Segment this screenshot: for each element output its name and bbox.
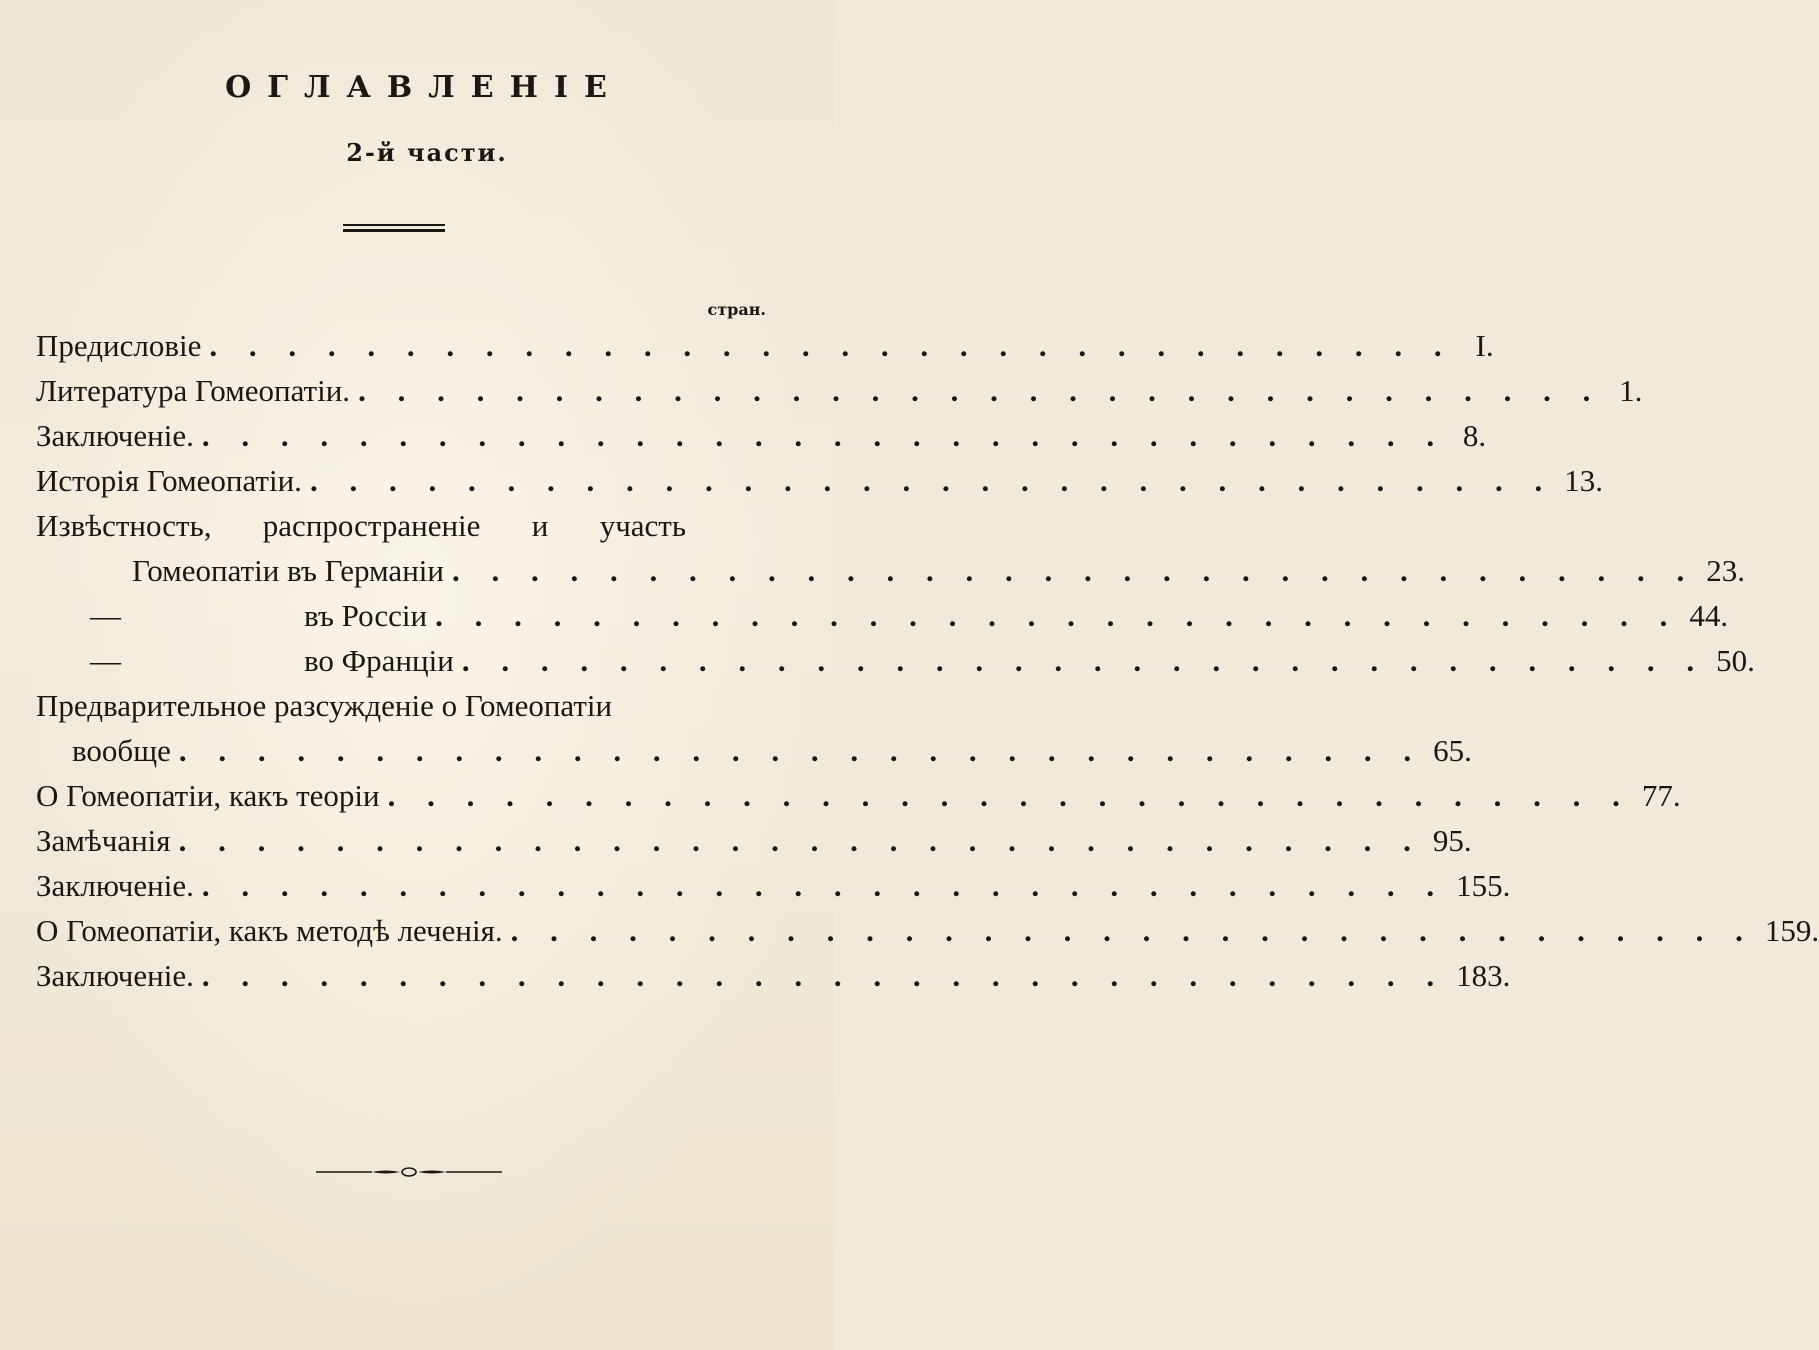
table-of-contents [36, 328, 1819, 1003]
dot-leader: . . . . . . . . . . . . . . . . . . . . . . . . . . . . . . . . [178, 823, 1423, 858]
toc-entry [36, 688, 766, 733]
dot-leader: . . . . . . . . . . . . . . . . . . . . . . . . . . . . . . . . [309, 463, 1555, 498]
toc-entry-page: 77. [1641, 778, 1681, 813]
page-subtitle: 2-й части. [346, 138, 508, 167]
dot-leader: . . . . . . . . . . . . . . . . . . . . . . . . . . . . . . . . [178, 733, 1424, 768]
toc-entry-title: О Гомеопатіи, какъ теоріи [36, 778, 380, 813]
toc-entry-page: 183. [1456, 958, 1511, 993]
toc-entry-title [36, 508, 686, 544]
toc-entry-title: во Франціи [304, 643, 454, 678]
toc-entry [36, 328, 1494, 373]
page-title: ОГЛАВЛЕНІЕ [225, 70, 623, 105]
toc-entry-page: 65. [1433, 733, 1472, 768]
toc-entry [36, 643, 1755, 688]
ditto-dash: — [90, 598, 121, 633]
toc-entry-title: Исторія Гомеопатіи. [36, 463, 302, 498]
toc-entry-page: 159. [1764, 913, 1819, 948]
toc-entry [36, 373, 1643, 418]
toc-entry-page: I. [1475, 328, 1494, 363]
toc-entry [36, 913, 1819, 958]
toc-entry-title: Предварительное разсужденіе о Гомеопатіи [36, 688, 613, 723]
toc-entry [36, 733, 1472, 778]
dot-leader: . . . . . . . . . . . . . . . . . . . . . . . . . . . . . . . . [201, 868, 1447, 903]
toc-entry-title: вообще [72, 733, 171, 768]
dot-leader: . . . . . . . . . . . . . . . . . . . . . . . . . . . . . . . . [358, 373, 1603, 408]
title-double-rule [343, 224, 445, 234]
toc-entry [36, 868, 1511, 913]
toc-entry-title: Гомеопатіи въ Германіи [132, 553, 444, 588]
toc-entry-title: въ Россіи [304, 598, 428, 633]
toc-entry-page: 44. [1689, 598, 1729, 633]
toc-entry [36, 823, 1472, 868]
toc-entry [36, 508, 766, 553]
toc-entry-title: Литература Гомеопатіи. [36, 373, 351, 408]
page-column-header: стран. [707, 300, 766, 319]
dot-leader: . . . . . . . . . . . . . . . . . . . . . . . . . . . . . . . . [201, 418, 1447, 453]
toc-word: Извѣстность, [36, 508, 212, 543]
dot-leader: . . . . . . . . . . . . . . . . . . . . . . . . . . . . . . . . [209, 328, 1454, 363]
toc-entry-title: О Гомеопатіи, какъ методѣ леченія. [36, 913, 503, 948]
toc-word: и [531, 508, 549, 543]
ornament-divider [316, 1164, 502, 1180]
toc-entry-title: Заключеніе. [36, 958, 194, 993]
toc-entry [36, 598, 1729, 643]
dot-leader: . . . . . . . . . . . . . . . . . . . . . . . . . . . . . . . . [201, 958, 1447, 993]
dot-leader: . . . . . . . . . . . . . . . . . . . . . . . . . . . . . . . . [451, 553, 1697, 588]
toc-word: распространеніе [262, 508, 481, 543]
toc-word: участь [599, 508, 686, 543]
dot-leader: . . . . . . . . . . . . . . . . . . . . . . . . . . . . . . . . [435, 598, 1680, 633]
toc-entry [36, 463, 1603, 508]
dot-leader: . . . . . . . . . . . . . . . . . . . . . . . . . . . . . . . . [510, 913, 1755, 948]
ditto-dash: — [90, 643, 121, 678]
toc-entry-page: 50. [1716, 643, 1755, 678]
toc-entry-title: Замѣчанія [36, 823, 171, 858]
toc-entry-title: Заключеніе. [36, 868, 194, 903]
dot-leader: . . . . . . . . . . . . . . . . . . . . . . . . . . . . . . . . [387, 778, 1632, 813]
toc-entry [36, 958, 1511, 1003]
toc-entry-page: 95. [1432, 823, 1472, 858]
toc-entry-page: 155. [1456, 868, 1511, 903]
toc-entry-page: 8. [1462, 418, 1487, 453]
toc-entry-page: 13. [1564, 463, 1603, 498]
toc-entry-title: Предисловіе [36, 328, 202, 363]
toc-entry [36, 418, 1487, 463]
toc-entry [36, 778, 1681, 823]
toc-entry-title: Заключеніе. [36, 418, 194, 453]
toc-entry-page: 23. [1706, 553, 1745, 588]
dot-leader: . . . . . . . . . . . . . . . . . . . . . . . . . . . . . . . . [461, 643, 1707, 678]
toc-entry [36, 553, 1745, 598]
toc-entry-page: 1. [1619, 373, 1643, 408]
